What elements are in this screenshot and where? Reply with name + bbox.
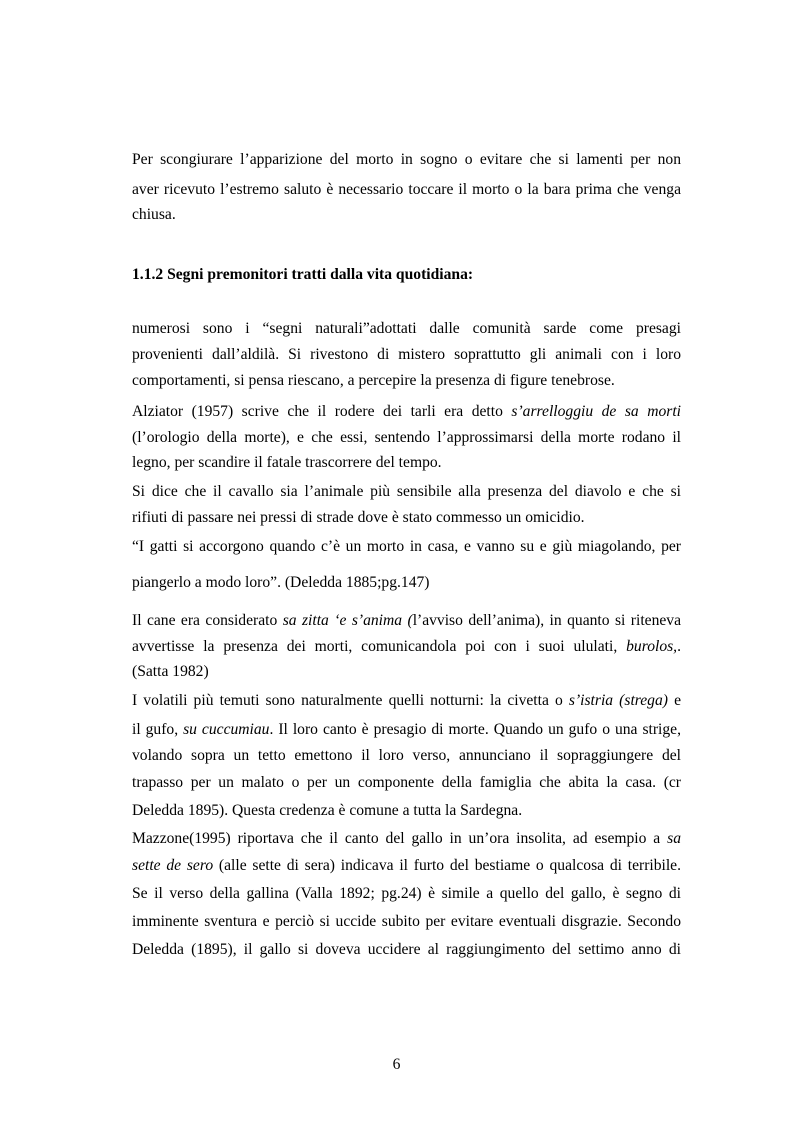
text-line: Deledda (1895), il gallo si doveva uccidere al raggiungimento del settimo anno di — [132, 941, 681, 958]
italic-term: sette de sero — [132, 857, 214, 874]
text-line — [132, 611, 681, 631]
text-line: volando sopra un tetto emettono il loro verso, annunciano il sopraggiungere del — [132, 747, 681, 764]
text-line — [132, 402, 681, 422]
text-line — [132, 720, 681, 740]
page-number: 6 — [392, 1056, 401, 1073]
text-line — [132, 637, 681, 657]
italic-term: burolos, — [626, 638, 678, 655]
text-line: imminente sventura e perciò si uccide subito per evitare eventuali disgrazie. Secondo — [132, 913, 681, 930]
text-line: Se il verso della gallina (Valla 1892; pg.24) è simile a quello del gallo, è segno di — [132, 885, 681, 902]
text-run: e — [667, 692, 682, 709]
text-run: avvertisse la presenza dei morti, comunicandola poi con i suoi ululati, — [132, 638, 627, 655]
text-line: numerosi sono i “segni naturali”adottati dalle comunità sarde come presagi — [132, 320, 681, 337]
text-line: (Satta 1982) — [132, 663, 209, 680]
text-line: trapasso per un malato o per un componente della famiglia che abita la casa. (cr — [132, 774, 681, 791]
text-line: “I gatti si accorgono quando c’è un morto in casa, e vanno su e giù miagolando, per — [132, 538, 681, 555]
text-line: legno, per scandire il fatale trascorrere del tempo. — [132, 454, 442, 471]
text-line: (l’orologio della morte), e che essi, sentendo l’approssimarsi della morte rodano il — [132, 429, 681, 446]
italic-term: sa — [667, 830, 681, 847]
text-line — [132, 691, 681, 711]
italic-term: sa zitta ‘e s’anima ( — [282, 612, 413, 629]
italic-term: s’arrelloggiu de sa morti — [511, 403, 682, 420]
section-heading: 1.1.2 Segni premonitori tratti dalla vita quotidiana: — [132, 266, 474, 283]
text-line — [132, 829, 681, 849]
text-run: l’avviso dell’anima), in quanto si riteneva — [412, 612, 682, 629]
text-run: Mazzone(1995) riportava che il canto del gallo in un’ora insolita, ad esempio a — [132, 830, 668, 847]
text-run: I volatili più temuti sono naturalmente quelli notturni: la civetta o — [132, 692, 569, 709]
text-line: Per scongiurare l’apparizione del morto in sogno o evitare che si lamenti per non — [132, 151, 681, 168]
text-run: il gufo, — [132, 721, 184, 738]
text-run: Alziator (1957) scrive che il rodere dei tarli era detto — [132, 403, 512, 420]
italic-term: s’istria (strega) — [568, 692, 668, 709]
text-line: Si dice che il cavallo sia l’animale più sensibile alla presenza del diavolo e che si — [132, 483, 681, 500]
italic-term: su cuccumiau — [183, 721, 270, 738]
text-line: piangerlo a modo loro”. (Deledda 1885;pg.147) — [132, 574, 430, 591]
text-run: . — [677, 638, 681, 655]
text-line: Deledda 1895). Questa credenza è comune a tutta la Sardegna. — [132, 802, 523, 819]
text-line: aver ricevuto l’estremo saluto è necessario toccare il morto o la bara prima che venga — [132, 181, 681, 198]
text-line: chiusa. — [132, 206, 176, 223]
text-run: Il cane era considerato — [132, 612, 283, 629]
text-line — [132, 856, 681, 876]
text-line: comportamenti, si pensa riescano, a percepire la presenza di figure tenebrose. — [132, 372, 615, 389]
text-line: rifiuti di passare nei pressi di strade dove è stato commesso un omicidio. — [132, 509, 585, 526]
text-run: (alle sette di sera) indicava il furto del bestiame o qualcosa di terribile. — [213, 857, 681, 874]
text-run: . Il loro canto è presagio di morte. Quando un gufo o una strige, — [269, 721, 681, 738]
text-line: provenienti dall’aldilà. Si rivestono di mistero soprattutto gli animali con i loro — [132, 346, 681, 363]
